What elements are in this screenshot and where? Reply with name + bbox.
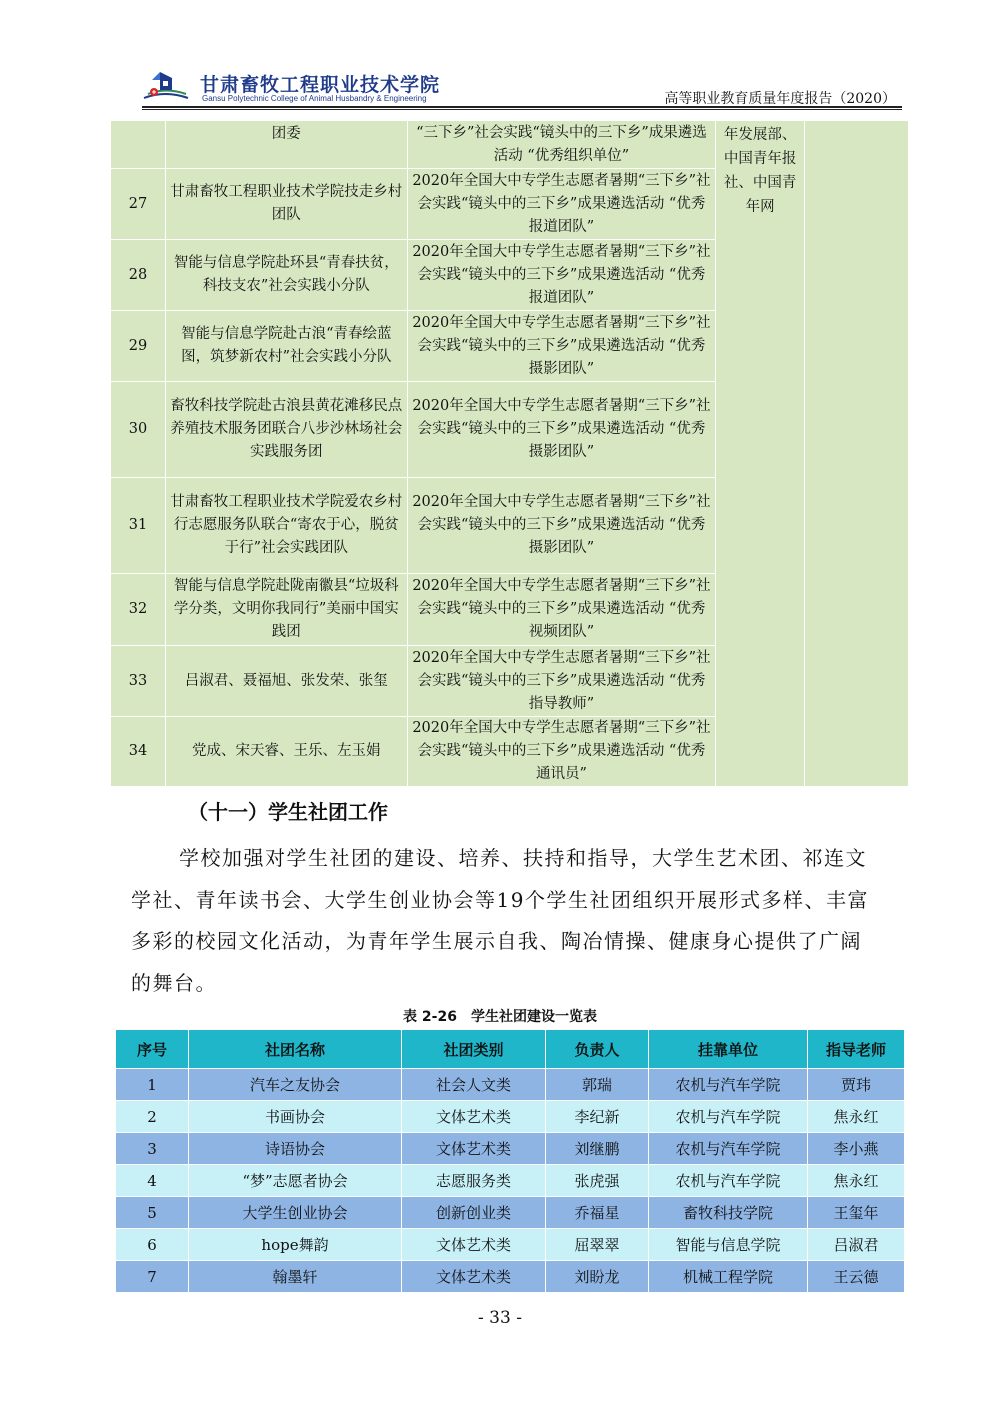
row-number: 30 (111, 382, 166, 478)
row-number: 28 (111, 240, 166, 311)
table-cell: 志愿服务类 (402, 1165, 546, 1197)
table-row (116, 1069, 905, 1101)
table-cell: hope舞韵 (189, 1229, 402, 1261)
table-caption: 表 2-26 学生社团建设一览表 (403, 1009, 597, 1025)
team-name: 团委 (165, 121, 407, 169)
award-name: 2020年全国大中专学生志愿者暑期“三下乡”社会实践“镜头中的三下乡”成果遴选活动 “优秀通讯员” (407, 717, 716, 787)
table-cell: 刘盼龙 (546, 1261, 649, 1293)
table-cell: 农机与汽车学院 (649, 1069, 808, 1101)
table-cell: 畜牧科技学院 (649, 1197, 808, 1229)
row-number: 33 (111, 646, 166, 717)
table-header-row (116, 1030, 905, 1069)
table-cell: 文体艺术类 (402, 1133, 546, 1165)
table-row (116, 1133, 905, 1165)
table-cell: 贾玮 (808, 1069, 905, 1101)
header-divider (142, 106, 902, 108)
team-name: 党成、宋天睿、王乐、左玉娟 (165, 717, 407, 787)
row-number (111, 121, 166, 169)
table-cell: 3 (116, 1133, 189, 1165)
award-name: 2020年全国大中专学生志愿者暑期“三下乡”社会实践“镜头中的三下乡”成果遴选活动 “优秀摄影团队” (407, 382, 716, 478)
table-cell: 书画协会 (189, 1101, 402, 1133)
table-cell: 4 (116, 1165, 189, 1197)
table-cell: 李小燕 (808, 1133, 905, 1165)
table-cell: 李纪新 (546, 1101, 649, 1133)
table-cell: 5 (116, 1197, 189, 1229)
award-name: 2020年全国大中专学生志愿者暑期“三下乡”社会实践“镜头中的三下乡”成果遴选活动 “优秀摄影团队” (407, 478, 716, 574)
team-name: 吕淑君、聂福旭、张发荣、张玺 (165, 646, 407, 717)
column-header: 社团类别 (402, 1030, 546, 1069)
awards-table (110, 120, 909, 787)
table-cell: “梦”志愿者协会 (189, 1165, 402, 1197)
award-name: 2020年全国大中专学生志愿者暑期“三下乡”社会实践“镜头中的三下乡”成果遴选活动 “优秀视频团队” (407, 574, 716, 646)
section-title: （十一）学生社团工作 (188, 800, 388, 824)
team-name: 智能与信息学院赴陇南徽县“垃圾科学分类，文明你我同行”美丽中国实践团 (165, 574, 407, 646)
team-name: 甘肃畜牧工程职业技术学院爱农乡村行志愿服务队联合“寄农于心，脱贫于行”社会实践团队 (165, 478, 407, 574)
table-row (111, 121, 909, 169)
team-name: 甘肃畜牧工程职业技术学院技走乡村团队 (165, 169, 407, 240)
table-cell: 诗语协会 (189, 1133, 402, 1165)
award-name: 2020年全国大中专学生志愿者暑期“三下乡”社会实践“镜头中的三下乡”成果遴选活动 “优秀报道团队” (407, 169, 716, 240)
report-title: 高等职业教育质量年度报告（2020） (664, 91, 896, 107)
table-cell: 农机与汽车学院 (649, 1133, 808, 1165)
table-cell: 2 (116, 1101, 189, 1133)
table-cell: 大学生创业协会 (189, 1197, 402, 1229)
row-number: 29 (111, 311, 166, 382)
row-number: 31 (111, 478, 166, 574)
team-name: 畜牧科技学院赴古浪县黄花滩移民点养殖技术服务团联合八步沙林场社会实践服务团 (165, 382, 407, 478)
table-cell: 翰墨轩 (189, 1261, 402, 1293)
team-name: 智能与信息学院赴古浪“青春绘蓝图，筑梦新农村”社会实践小分队 (165, 311, 407, 382)
student-clubs-table (115, 1029, 905, 1293)
table-row (116, 1165, 905, 1197)
body-paragraph: 学校加强对学生社团的建设、培养、扶持和指导，大学生艺术团、祁连文学社、青年读书会、大学生创业协会等19个学生社团组织开展形式多样、丰富多彩的校园文化活动，为青年学生展示自我、陶冶情操、健康身心提供了广阔的舞台。 (131, 846, 869, 995)
table-row (116, 1101, 905, 1133)
row-number: 32 (111, 574, 166, 646)
table-cell: 6 (116, 1229, 189, 1261)
page-header (112, 62, 902, 107)
table-cell: 机械工程学院 (649, 1261, 808, 1293)
page-number: - 33 - (478, 1308, 522, 1328)
table-cell: 郭瑞 (546, 1069, 649, 1101)
header-divider-thin (142, 109, 902, 110)
row-number: 27 (111, 169, 166, 240)
table-cell: 7 (116, 1261, 189, 1293)
team-name: 智能与信息学院赴环县“青春扶贫，科技支农”社会实践小分队 (165, 240, 407, 311)
award-name: “三下乡”社会实践“镜头中的三下乡”成果遴选活动 “优秀组织单位” (407, 121, 716, 169)
table-cell: 农机与汽车学院 (649, 1101, 808, 1133)
issuing-organization: 年发展部、中国青年报社、中国青年网 (716, 121, 805, 787)
award-name: 2020年全国大中专学生志愿者暑期“三下乡”社会实践“镜头中的三下乡”成果遴选活动 “优秀摄影团队” (407, 311, 716, 382)
award-level-cell (805, 121, 909, 787)
column-header: 负责人 (546, 1030, 649, 1069)
table-cell: 王云德 (808, 1261, 905, 1293)
table-cell: 刘继鹏 (546, 1133, 649, 1165)
table-cell: 文体艺术类 (402, 1261, 546, 1293)
table-cell: 屈翠翠 (546, 1229, 649, 1261)
table-cell: 农机与汽车学院 (649, 1165, 808, 1197)
school-logo-icon (140, 68, 190, 102)
table-cell: 张虎强 (546, 1165, 649, 1197)
table-cell: 文体艺术类 (402, 1101, 546, 1133)
table-cell: 文体艺术类 (402, 1229, 546, 1261)
table-cell: 焦永红 (808, 1165, 905, 1197)
award-name: 2020年全国大中专学生志愿者暑期“三下乡”社会实践“镜头中的三下乡”成果遴选活动 “优秀报道团队” (407, 240, 716, 311)
table-row (116, 1197, 905, 1229)
table-row (116, 1229, 905, 1261)
table-cell: 王玺年 (808, 1197, 905, 1229)
table-cell: 创新创业类 (402, 1197, 546, 1229)
column-header: 序号 (116, 1030, 189, 1069)
table-cell: 智能与信息学院 (649, 1229, 808, 1261)
column-header: 社团名称 (189, 1030, 402, 1069)
table-cell: 1 (116, 1069, 189, 1101)
table-cell: 社会人文类 (402, 1069, 546, 1101)
table-cell: 焦永红 (808, 1101, 905, 1133)
school-name-en: Gansu Polytechnic College of Animal Husbandry & Engineering (202, 94, 427, 103)
award-name: 2020年全国大中专学生志愿者暑期“三下乡”社会实践“镜头中的三下乡”成果遴选活动 “优秀指导教师” (407, 646, 716, 717)
table-row (116, 1261, 905, 1293)
table-cell: 吕淑君 (808, 1229, 905, 1261)
row-number: 34 (111, 717, 166, 787)
table-cell: 汽车之友协会 (189, 1069, 402, 1101)
column-header: 挂靠单位 (649, 1030, 808, 1069)
column-header: 指导老师 (808, 1030, 905, 1069)
table-cell: 乔福星 (546, 1197, 649, 1229)
school-name-cn: 甘肃畜牧工程职业技术学院 (200, 74, 441, 96)
